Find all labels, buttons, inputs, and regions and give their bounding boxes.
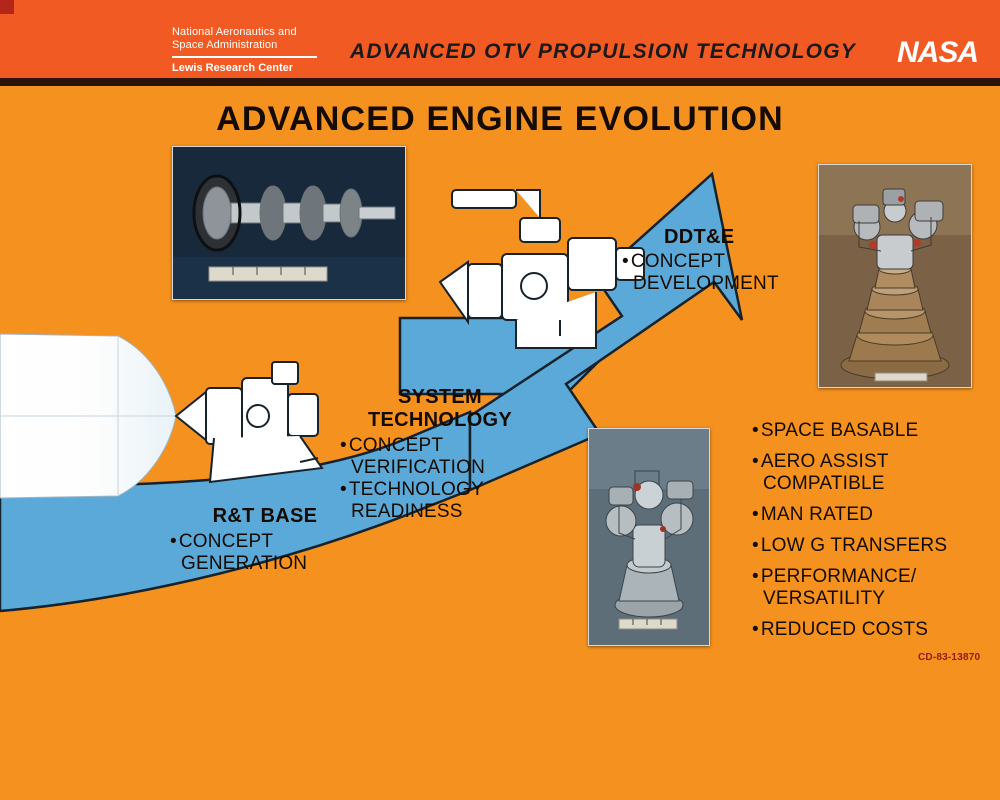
advanced-engine-photo xyxy=(818,164,972,388)
bullet-line: • TECHNOLOGY xyxy=(340,479,540,501)
engine-assembly-photo-content xyxy=(589,429,709,645)
stage-title-system-technology-line2: TECHNOLOGY xyxy=(367,409,513,431)
header-band xyxy=(0,0,1000,86)
advanced-engine-photo-content xyxy=(819,165,971,387)
research-center-name: Lewis Research Center xyxy=(172,62,294,74)
turbopump-photo-content xyxy=(173,147,405,299)
benefit-line: • LOW G TRANSFERS xyxy=(752,535,982,557)
stage-title-system-technology-line1: SYSTEM xyxy=(397,386,483,408)
bullet-line: GENERATION xyxy=(181,553,308,574)
document-code: CD-83-13870 xyxy=(918,652,981,663)
benefit-item xyxy=(752,566,982,610)
header-title: ADVANCED OTV PROPULSION TECHNOLOGY xyxy=(350,40,856,63)
page-title: ADVANCED ENGINE EVOLUTION xyxy=(216,100,784,138)
bullet-line: VERIFICATION xyxy=(351,457,485,478)
benefit-line: • SPACE BASABLE xyxy=(752,420,982,442)
agency-name-line2: Space Administration xyxy=(172,39,278,51)
bullet-line: • CONCEPT xyxy=(170,531,360,553)
benefit-line: • MAN RATED xyxy=(752,504,982,526)
benefit-line: • AERO ASSIST xyxy=(752,451,982,473)
stage-label-ddte xyxy=(622,226,832,295)
stage-bullets-system-technology xyxy=(340,435,540,523)
agency-name-line1: National Aeronautics and xyxy=(172,26,297,38)
nasa-logo: NASA xyxy=(896,36,978,69)
benefit-item xyxy=(752,619,982,641)
benefit-line: VERSATILITY xyxy=(763,588,886,609)
turbopump-hardware-photo xyxy=(172,146,406,300)
benefit-item xyxy=(752,504,982,526)
benefit-item xyxy=(752,535,982,557)
bullet-line: READINESS xyxy=(351,501,463,522)
agency-name xyxy=(172,26,352,52)
benefit-line: • REDUCED COSTS xyxy=(752,619,982,641)
header-band-shadow xyxy=(0,78,1000,86)
stage-title-rt-base: R&T BASE xyxy=(212,505,318,527)
stage-label-system-technology xyxy=(340,386,540,523)
bullet-line: DEVELOPMENT xyxy=(633,273,779,294)
benefit-item xyxy=(752,420,982,442)
header-divider xyxy=(172,56,317,58)
stage-bullets-rt-base xyxy=(170,531,360,575)
benefit-item xyxy=(752,451,982,495)
corner-mark xyxy=(0,0,14,14)
engine-assembly-photo xyxy=(588,428,710,646)
stage-bullets-ddte xyxy=(622,251,832,295)
bullet-line: • CONCEPT xyxy=(622,251,832,273)
engine-line-art-left xyxy=(176,362,322,482)
benefits-list xyxy=(752,420,982,650)
benefit-line: • PERFORMANCE/ xyxy=(752,566,982,588)
benefit-line: COMPATIBLE xyxy=(763,473,885,494)
bullet-line: • CONCEPT xyxy=(340,435,540,457)
stage-title-ddte: DDT&E xyxy=(664,226,735,248)
stage-label-rt-base xyxy=(170,505,360,575)
